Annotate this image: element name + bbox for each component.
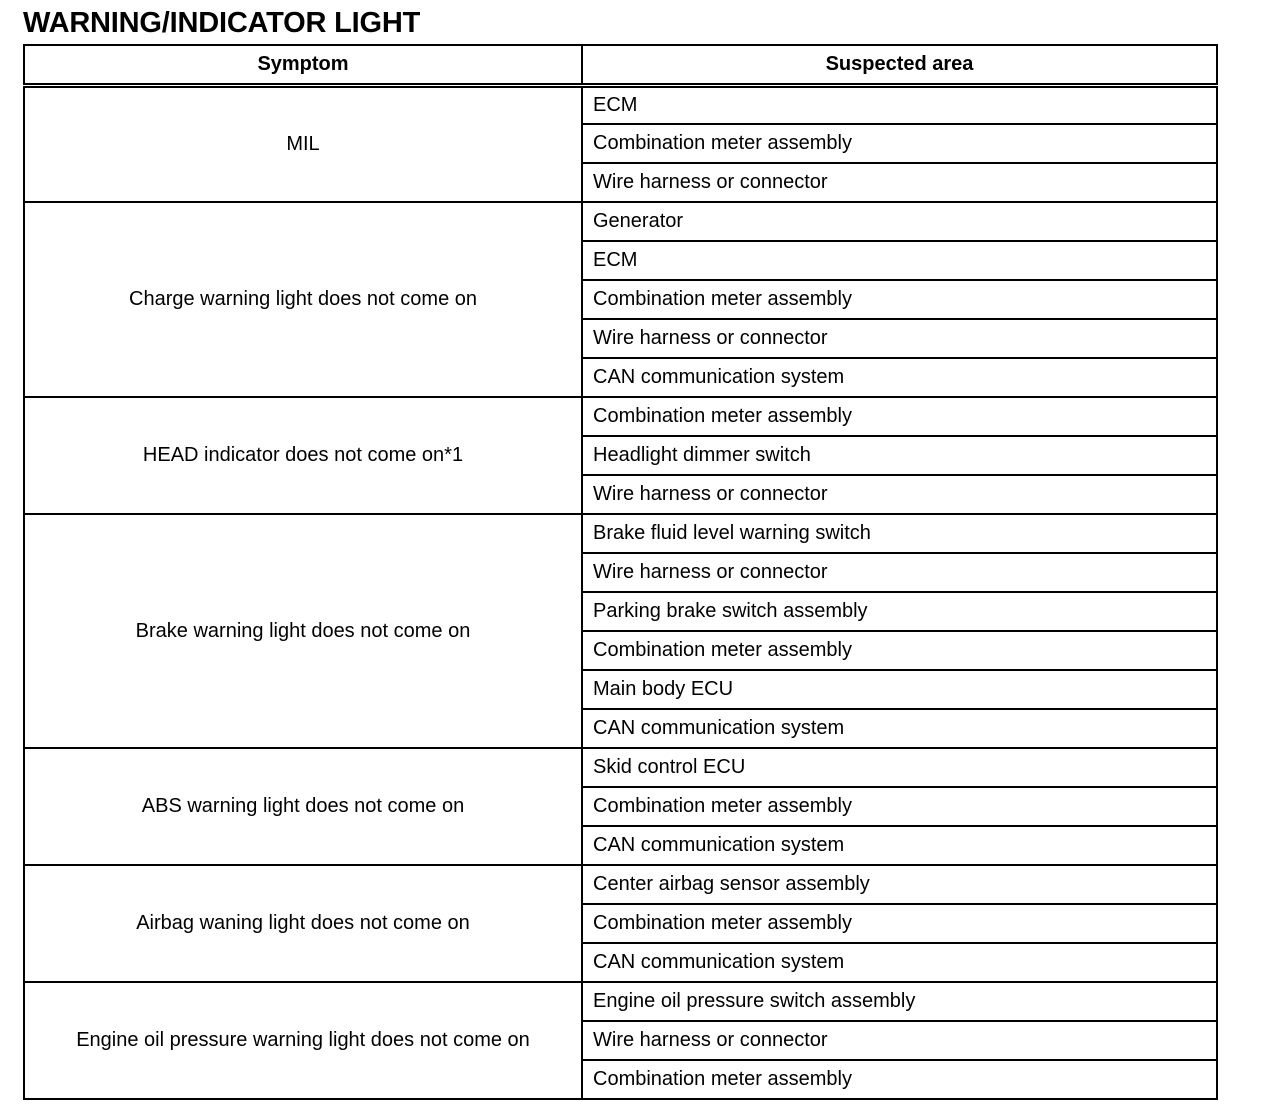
suspected-area-cell: Combination meter assembly bbox=[582, 904, 1217, 943]
table-row bbox=[24, 865, 1217, 904]
suspected-area-cell: CAN communication system bbox=[582, 943, 1217, 982]
suspected-area-cell: Skid control ECU bbox=[582, 748, 1217, 787]
table-row bbox=[24, 748, 1217, 787]
suspected-area-cell: Combination meter assembly bbox=[582, 280, 1217, 319]
suspected-area-cell: Combination meter assembly bbox=[582, 787, 1217, 826]
symptom-column-header: Symptom bbox=[24, 45, 582, 85]
suspected-area-cell: Generator bbox=[582, 202, 1217, 241]
suspected-area-cell: Wire harness or connector bbox=[582, 553, 1217, 592]
suspected-area-cell: Combination meter assembly bbox=[582, 1060, 1217, 1099]
table-body bbox=[24, 85, 1217, 1099]
symptom-table bbox=[23, 44, 1218, 1100]
suspected-area-cell: Combination meter assembly bbox=[582, 124, 1217, 163]
table-row bbox=[24, 982, 1217, 1021]
table-row bbox=[24, 85, 1217, 124]
suspected-area-cell: Parking brake switch assembly bbox=[582, 592, 1217, 631]
symptom-cell: Brake warning light does not come on bbox=[24, 514, 582, 748]
suspected-area-cell: Combination meter assembly bbox=[582, 631, 1217, 670]
symptom-cell: MIL bbox=[24, 85, 582, 202]
suspected-area-cell: Wire harness or connector bbox=[582, 475, 1217, 514]
symptom-cell: ABS warning light does not come on bbox=[24, 748, 582, 865]
suspected-area-cell: Engine oil pressure switch assembly bbox=[582, 982, 1217, 1021]
symptom-cell: Charge warning light does not come on bbox=[24, 202, 582, 397]
table-row bbox=[24, 514, 1217, 553]
table-row bbox=[24, 202, 1217, 241]
table-header bbox=[24, 45, 1217, 85]
table-row bbox=[24, 397, 1217, 436]
suspected-area-cell: Combination meter assembly bbox=[582, 397, 1217, 436]
suspected-area-cell: ECM bbox=[582, 85, 1217, 124]
suspected-area-cell: Center airbag sensor assembly bbox=[582, 865, 1217, 904]
suspected-area-cell: Wire harness or connector bbox=[582, 319, 1217, 358]
suspected-area-cell: Wire harness or connector bbox=[582, 163, 1217, 202]
header-row bbox=[24, 45, 1217, 85]
page-title: WARNING/INDICATOR LIGHT bbox=[23, 7, 421, 39]
suspected-area-cell: Wire harness or connector bbox=[582, 1021, 1217, 1060]
symptom-cell: Engine oil pressure warning light does not come on bbox=[24, 982, 582, 1099]
suspected-area-cell: Headlight dimmer switch bbox=[582, 436, 1217, 475]
suspected-area-cell: CAN communication system bbox=[582, 826, 1217, 865]
symptom-cell: Airbag waning light does not come on bbox=[24, 865, 582, 982]
suspected-area-cell: Main body ECU bbox=[582, 670, 1217, 709]
symptom-cell: HEAD indicator does not come on*1 bbox=[24, 397, 582, 514]
suspected-area-cell: CAN communication system bbox=[582, 358, 1217, 397]
suspected-area-cell: ECM bbox=[582, 241, 1217, 280]
suspected-area-cell: Brake fluid level warning switch bbox=[582, 514, 1217, 553]
suspected-area-column-header: Suspected area bbox=[582, 45, 1217, 85]
suspected-area-cell: CAN communication system bbox=[582, 709, 1217, 748]
